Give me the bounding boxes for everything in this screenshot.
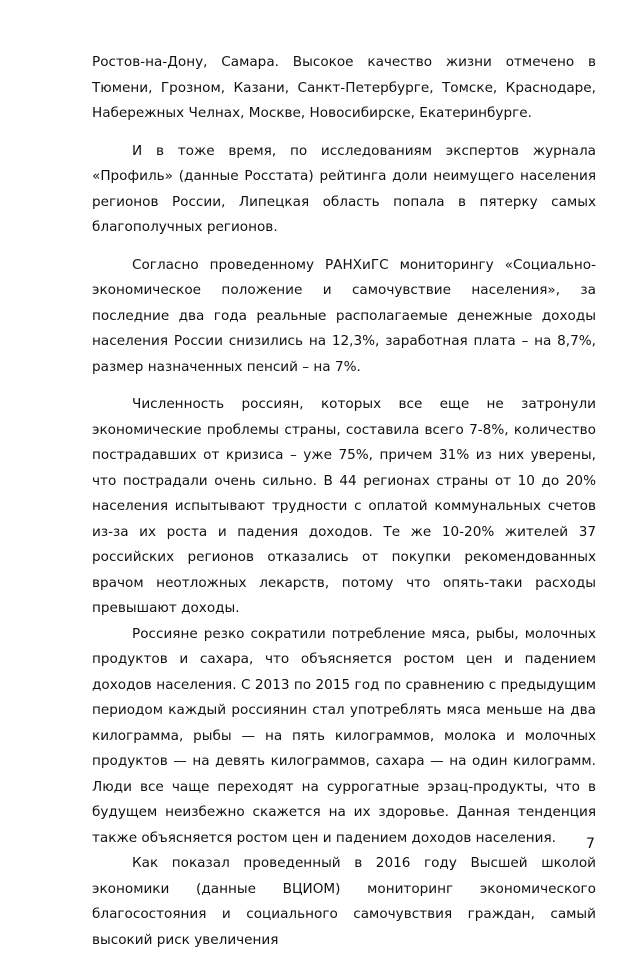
body-text: [92, 50, 596, 953]
paragraph: Как показал проведенный в 2016 году Высшей школой экономики (данные ВЦИОМ) мониторинг экономического благосостояния и социального самочувствия граждан, самый высокий риск увеличения: [92, 855, 596, 948]
paragraph: Согласно проведенному РАНХиГС мониторингу «Социально-экономическое положение и самочувствие населения», за последние два года реальные располагаемые денежные доходы населения России снизились на 12,3%, заработная плата – на 8,7%, размер назначенных пенсий – на 7%.: [92, 256, 596, 375]
paragraph: Численность россиян, которых все еще не затронули экономические проблемы страны, составила всего 7-8%, количество пострадавших от кризиса – уже 75%, причем 31% из них уверены, что пострадали очень сильно. В 44 регионах страны от 10 до 20% населения испытывают трудности с оплатой коммунальных счетов из-за их роста и падения доходов. Те же 10-20% жителей 37 российских регионов отказались от покупки рекомендованных врачом неотложных лекарств, потому что опять-таки расходы превышают доходы.: [92, 396, 596, 616]
paragraph: Россияне резко сократили потребление мяса, рыбы, молочных продуктов и сахара, что объясняется ростом цен и падением доходов населения. С 2013 по 2015 год по сравнению с предыдущим периодом каждый россиянин стал употреблять мяса меньше на два килограмма, рыбы — на пять килограммов, молока и молочных продуктов — на девять килограммов, сахара — на один килограмм. Люди все чаще переходят на суррогатные эрзац-продукты, что в будущем неизбежно скажется на их здоровье. Данная тенденция также объясняется ростом цен и падением доходов населения.: [92, 625, 596, 846]
page-number: 7: [586, 836, 595, 852]
paragraph: И в тоже время, по исследованиям экспертов журнала «Профиль» (данные Росстата) рейтинга доли неимущего населения регионов России, Липецкая область попала в пятерку самых благополучных регионов.: [92, 142, 596, 235]
paragraph: Ростов-на-Дону, Самара. Высокое качество жизни отмечено в Тюмени, Грозном, Казани, Санкт-Петербурге, Томске, Краснодаре, Набережных Челнах, Москве, Новосибирске, Екатеринбурге.: [92, 54, 596, 121]
